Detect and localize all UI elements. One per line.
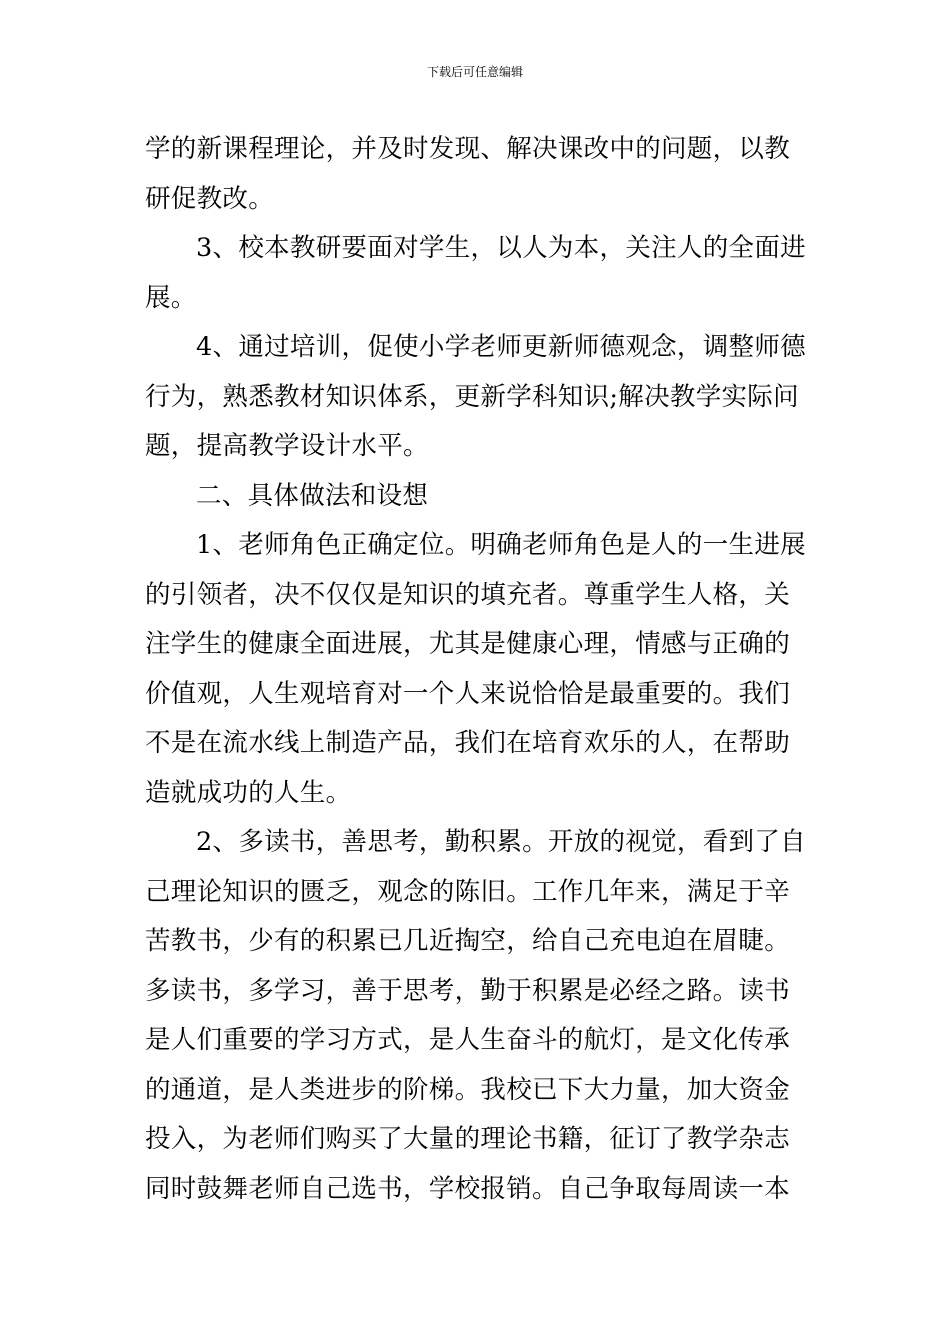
text-line: 的引领者，决不仅仅是知识的填充者。尊重学生人格，关 bbox=[145, 579, 791, 610]
text-line: 同时鼓舞老师自己选书，学校报销。自己争取每周读一本 bbox=[145, 1173, 791, 1204]
text-line: 注学生的健康全面进展，尤其是健康心理，情感与正确的 bbox=[145, 629, 791, 659]
text-line: 1、老师角色正确定位。明确老师角色是人的一生进展 bbox=[196, 530, 806, 560]
text-line: 研促教改。 bbox=[145, 183, 275, 214]
text-line: 展。 bbox=[145, 282, 197, 313]
text-line: 投入，为老师们购买了大量的理论书籍，征订了教学杂志 bbox=[145, 1124, 791, 1154]
page-header: 下载后可任意编辑 bbox=[426, 65, 523, 79]
text-line: 3、校本教研要面对学生，以人为本，关注人的全面进 bbox=[196, 233, 806, 263]
text-line: 是人们重要的学习方式，是人生奋斗的航灯，是文化传承 bbox=[145, 1025, 791, 1055]
text-line: 学的新课程理论，并及时发现、解决课改中的问题，以教 bbox=[145, 134, 791, 164]
text-line: 造就成功的人生。 bbox=[145, 777, 352, 808]
text-line: 不是在流水线上制造产品，我们在培育欢乐的人，在帮助 bbox=[145, 728, 791, 758]
text-line: 行为，熟悉教材知识体系，更新学科知识;解决教学实际问 bbox=[145, 381, 799, 412]
text-line: 己理论知识的匮乏，观念的陈旧。工作几年来，满足于辛 bbox=[145, 876, 791, 907]
document-body bbox=[145, 125, 807, 1214]
text-line: 题，提高教学设计水平。 bbox=[145, 431, 429, 461]
text-line: 2、多读书，善思考，勤积累。开放的视觉，看到了自 bbox=[196, 827, 806, 857]
text-line: 4、通过培训，促使小学老师更新师德观念，调整师德 bbox=[196, 332, 806, 362]
section-heading: 二、具体做法和设想 bbox=[196, 480, 429, 511]
text-line: 苦教书，少有的积累已几近掏空，给自己充电迫在眉睫。 bbox=[145, 926, 791, 956]
text-line: 价值观，人生观培育对一个人来说恰恰是最重要的。我们 bbox=[145, 678, 791, 709]
text-line: 多读书，多学习，善于思考，勤于积累是必经之路。读书 bbox=[145, 975, 791, 1006]
text-line: 的通道，是人类进步的阶梯。我校已下大力量，加大资金 bbox=[145, 1074, 791, 1105]
